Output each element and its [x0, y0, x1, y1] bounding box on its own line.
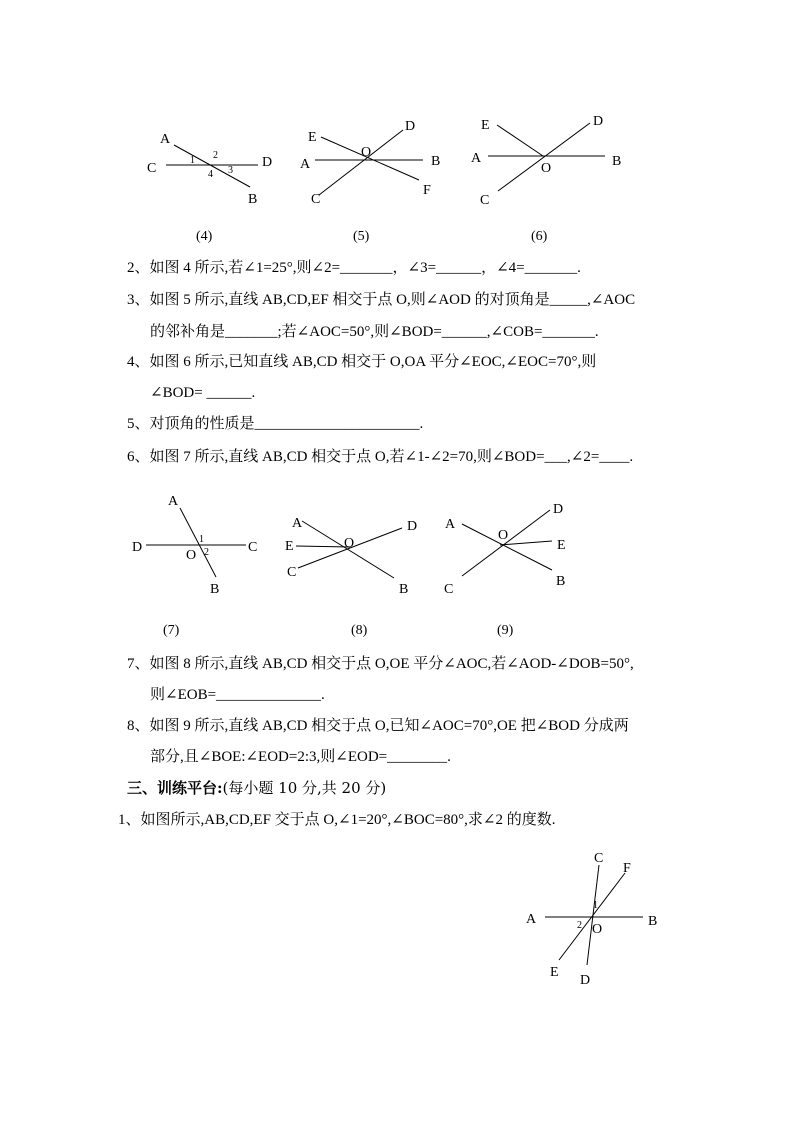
figure-5 [295, 112, 445, 212]
section-3-title: 三、训练平台: [127, 779, 223, 797]
figure-4 [140, 125, 280, 210]
fig5-label-B: B [431, 154, 441, 169]
fig5-label-E: E [308, 130, 317, 145]
fig9-label-D: D [553, 502, 564, 517]
final-label-C: C [594, 851, 604, 866]
question-3-line2: 的邻补角是_______;若∠AOC=50°,则∠BOD=______,∠COB=_______. [150, 324, 599, 340]
fig5-label-O: O [361, 145, 372, 160]
fig4-label-D: D [262, 155, 273, 170]
question-4-line2: ∠BOD= ______. [150, 385, 256, 401]
final-label-F: F [623, 861, 631, 876]
fig8-label-D: D [407, 519, 418, 534]
question-3-line1: 3、如图 5 所示,直线 AB,CD,EF 相交于点 O,则∠AOD 的对顶角是_____,∠AOC [127, 292, 636, 308]
fig6-label-E: E [481, 118, 490, 133]
fig4-angle-4: 4 [208, 169, 213, 180]
final-angle-2: 2 [577, 920, 582, 931]
fig4-label-B: B [248, 192, 258, 207]
final-label-A: A [526, 912, 537, 927]
fig7-angle-1: 1 [199, 534, 204, 545]
fig6-label-B: B [612, 154, 622, 169]
question-6: 6、如图 7 所示,直线 AB,CD 相交于点 O,若∠1-∠2=70,则∠BOD=___,∠2=____. [127, 449, 634, 465]
fig6-label-O: O [541, 161, 552, 176]
fig4-angle-2: 2 [213, 150, 218, 161]
fig7-label-D: D [132, 540, 143, 555]
final-label-E: E [550, 965, 559, 980]
fig8-label-B: B [399, 582, 409, 597]
fig8-label-E: E [285, 539, 294, 554]
fig6-caption: (6) [531, 229, 548, 244]
fig9-label-E: E [557, 538, 566, 553]
section-3-heading [127, 778, 386, 798]
fig9-label-A: A [445, 517, 456, 532]
fig9-label-B: B [556, 574, 566, 589]
fig6-label-C: C [480, 193, 490, 208]
question-4-line1: 4、如图 6 所示,已知直线 AB,CD 相交于 O,OA 平分∠EOC,∠EOC=70°,则 [127, 354, 597, 370]
fig5-label-F: F [423, 183, 431, 198]
final-label-D: D [580, 973, 591, 988]
fig4-label-C: C [147, 161, 157, 176]
figure-final [515, 845, 675, 995]
question-5: 5、对顶角的性质是______________________. [127, 416, 424, 432]
fig9-label-O: O [498, 528, 509, 543]
figure-9 [440, 496, 580, 601]
question-2: 2、如图 4 所示,若∠1=25°,则∠2=_______，∠3=______，∠4=_______. [127, 260, 581, 276]
fig5-label-A: A [300, 157, 311, 172]
figure-7 [128, 488, 268, 598]
fig4-angle-3: 3 [228, 165, 233, 176]
fig7-label-C: C [248, 540, 258, 555]
fig5-label-D: D [405, 119, 416, 134]
question-8-line2: 部分,且∠BOE:∠EOD=2:3,则∠EOD=________. [150, 749, 451, 765]
figure-8 [282, 508, 432, 600]
fig8-label-A: A [292, 516, 303, 531]
question-7-line2: 则∠EOB=______________. [150, 687, 325, 703]
fig5-label-C: C [311, 192, 321, 207]
fig8-caption: (8) [351, 623, 368, 638]
fig6-label-A: A [471, 151, 482, 166]
fig4-caption: (4) [196, 229, 213, 244]
final-label-B: B [648, 914, 658, 929]
final-angle-1: 1 [593, 900, 598, 911]
fig7-label-B: B [210, 582, 220, 597]
fig6-label-D: D [593, 114, 604, 129]
fig7-label-O: O [186, 548, 197, 563]
fig7-caption: (7) [163, 623, 180, 638]
fig7-angle-2: 2 [204, 547, 209, 558]
fig7-label-A: A [168, 494, 179, 509]
fig9-label-C: C [444, 582, 454, 597]
problem-1: 1、如图所示,AB,CD,EF 交于点 O,∠1=20°,∠BOC=80°,求∠2 的度数. [118, 812, 556, 828]
question-8-line1: 8、如图 9 所示,直线 AB,CD 相交于点 O,已知∠AOC=70°,OE 把∠BOD 分成两 [127, 718, 629, 734]
section-3-note: (每小题 10 分,共 20 分) [222, 779, 387, 797]
question-7-line1: 7、如图 8 所示,直线 AB,CD 相交于点 O,OE 平分∠AOC,若∠AOD-∠DOB=50°, [127, 656, 634, 672]
fig9-caption: (9) [497, 623, 514, 638]
figure-6 [465, 108, 635, 213]
fig4-angle-1: 1 [190, 155, 195, 166]
fig4-label-A: A [160, 132, 171, 147]
fig8-label-C: C [287, 565, 297, 580]
fig8-label-O: O [344, 536, 355, 551]
fig5-caption: (5) [353, 229, 370, 244]
final-label-O: O [592, 922, 603, 937]
